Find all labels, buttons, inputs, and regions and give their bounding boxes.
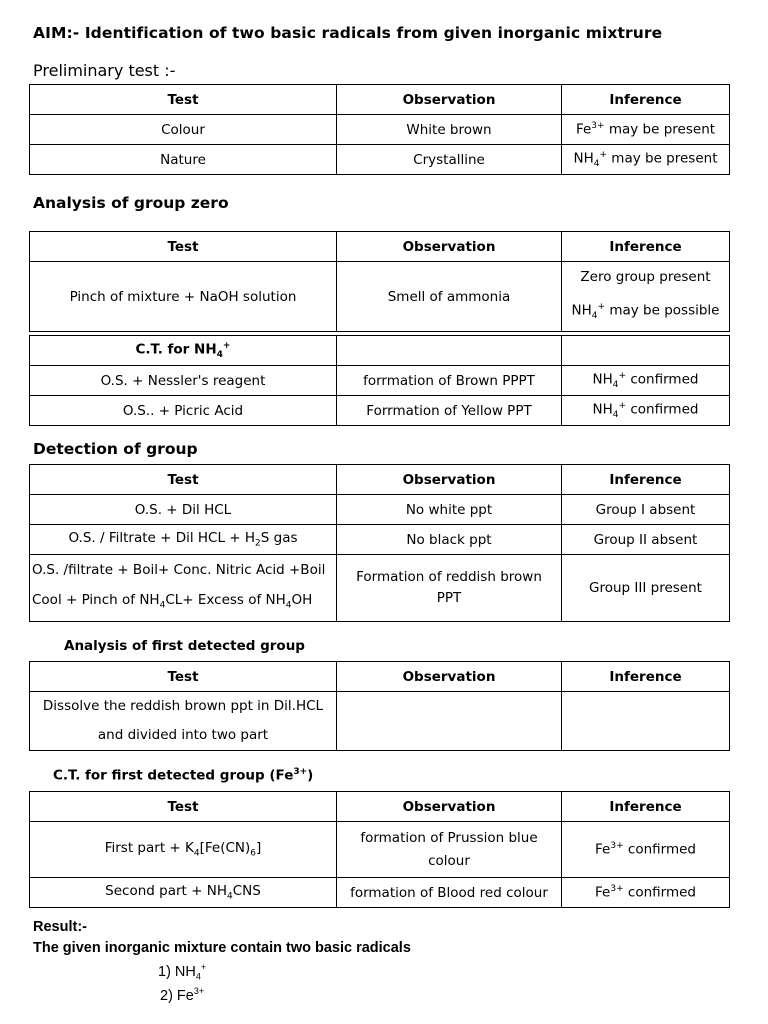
charge: + [597,302,606,312]
header-observation: Observation [337,85,562,115]
table-header-row [30,662,730,692]
subscript: 2 [255,538,261,549]
charge: 3+ [610,884,624,895]
preliminary-title: Preliminary test :- [33,61,176,80]
inference-cell [562,878,730,908]
table-header-row [30,85,730,115]
subscript: 4 [159,600,166,611]
subscript: 6 [250,848,256,859]
charge: + [599,149,608,160]
test-text: ] [256,840,262,857]
subscript: 4 [591,311,598,322]
table-row [30,555,730,622]
title-text: ) [307,767,314,784]
subscript: 4 [226,891,233,902]
empty-cell [562,336,730,366]
test-cell [30,555,337,622]
table-row [30,115,730,145]
charge: + [618,370,627,381]
table-header-row [30,232,730,262]
header-observation: Observation [337,232,562,262]
ct-first-title [53,767,313,784]
observation-line: colour [428,852,470,869]
test-cell: Pinch of mixture + NaOH solution [30,262,337,332]
table-row [30,145,730,175]
inference-text: may be possible [605,302,720,319]
subscript: 4 [612,380,619,391]
group-zero-table [29,231,730,332]
test-text: [Fe(CN) [199,840,251,857]
ct-first-table [29,791,730,908]
test-cell: Nature [30,145,337,175]
detection-title: Detection of group [33,440,198,458]
ion: Fe [595,884,611,901]
subscript: 4 [193,848,200,859]
result-text: 2) Fe [160,987,194,1004]
preliminary-table [29,84,730,175]
charge: + [618,400,627,411]
first-group-title: Analysis of first detected group [64,638,305,654]
observation-cell [337,822,562,878]
ion: Fe [575,121,592,138]
inference-cell [562,145,730,175]
header-test: Test [30,662,337,692]
inference-text: confirmed [623,884,696,901]
test-cell [30,822,337,878]
charge: 3+ [591,121,605,132]
test-text: OH [291,592,313,608]
header-test: Test [30,792,337,822]
table-row [30,366,730,396]
observation-cell: No black ppt [337,525,562,555]
test-text: O.S. / Filtrate + Dil HCL + H [68,530,256,547]
table-row [30,396,730,426]
result-label: Result:- [33,919,87,935]
inference-cell: Group I absent [562,495,730,525]
header-test: Test [30,85,337,115]
table-row [30,822,730,878]
ion: NH [571,302,592,319]
inference-cell [562,262,730,332]
observation-cell: formation of Blood red colour [337,878,562,908]
header-inference: Inference [562,85,730,115]
inference-cell [562,396,730,426]
inference-text: may be present [604,121,716,138]
subscript: 4 [285,600,292,611]
ct-nh4-table [29,335,730,426]
header-inference: Inference [562,662,730,692]
table-row [30,525,730,555]
subscript: 4 [593,159,600,170]
observation-cell: Crystalline [337,145,562,175]
group-zero-title: Analysis of group zero [33,194,229,212]
table-row [30,878,730,908]
charge: 3+ [610,841,624,852]
ion: NH [573,150,594,167]
aim-heading: AIM:- Identification of two basic radicals from given inorganic mixtrure [33,24,663,42]
observation-line: formation of Prussion blue [360,829,538,846]
header-test: Test [30,465,337,495]
table-header-row [30,465,730,495]
result-statement: The given inorganic mixture contain two basic radicals [33,940,411,956]
title-text: C.T. for NH [135,341,217,358]
table-row [30,495,730,525]
test-text: Cool + Pinch of NH [32,592,160,608]
inference-cell: Group III present [562,555,730,622]
empty-cell [337,336,562,366]
test-cell: O.S. + Dil HCL [30,495,337,525]
charge: 3+ [293,767,308,777]
inference-cell [562,692,730,751]
inference-text: may be present [607,150,718,167]
observation-cell: Smell of ammonia [337,262,562,332]
table-row [30,692,730,751]
inference-text: confirmed [623,841,696,858]
test-cell [30,878,337,908]
ct-nh4-title [30,336,337,366]
header-observation: Observation [337,465,562,495]
header-observation: Observation [337,792,562,822]
inference-text: confirmed [626,371,699,388]
result-text: 1) NH [158,963,196,980]
test-text: CL+ Excess of NH [165,592,286,608]
test-cell [30,692,337,751]
charge: + [200,962,207,972]
test-cell: O.S.. + Picric Acid [30,396,337,426]
title-text: C.T. for first detected group (Fe [53,767,294,784]
test-line [32,585,334,621]
result-item-2 [160,986,204,1004]
observation-line: Formation of reddish brown [356,568,542,585]
subscript: 4 [216,350,223,361]
header-test: Test [30,232,337,262]
result-item-1 [158,962,206,982]
observation-cell [337,555,562,622]
first-group-table [29,661,730,751]
ion: NH [592,371,613,388]
observation-cell: No white ppt [337,495,562,525]
table-header-row [30,792,730,822]
test-cell: Colour [30,115,337,145]
inference-cell [562,366,730,396]
test-cell: O.S. + Nessler's reagent [30,366,337,396]
charge: 3+ [193,986,205,996]
charge: + [222,340,231,351]
test-text: First part + K [104,840,194,857]
test-text: S gas [260,530,298,547]
test-text: CNS [232,883,261,900]
inference-text: confirmed [626,401,699,418]
test-cell [30,525,337,555]
observation-cell [337,692,562,751]
observation-cell: forrmation of Brown PPPT [337,366,562,396]
inference-cell [562,822,730,878]
header-observation: Observation [337,662,562,692]
test-line: and divided into two part [97,727,269,743]
header-inference: Inference [562,792,730,822]
inference-line: Zero group present [580,269,711,285]
observation-cell: White brown [337,115,562,145]
subscript: 4 [612,410,619,421]
ion: NH [592,401,613,418]
observation-line: PPT [436,589,462,606]
header-inference: Inference [562,232,730,262]
table-row [30,262,730,332]
table-header-row [30,336,730,366]
ion: Fe [595,841,611,858]
detection-table [29,464,730,622]
inference-cell: Group II absent [562,525,730,555]
inference-line [564,292,727,331]
observation-cell: Forrmation of Yellow PPT [337,396,562,426]
subscript: 4 [195,971,201,982]
test-line: O.S. /filtrate + Boil+ Conc. Nitric Acid +Boil [32,562,326,578]
header-inference: Inference [562,465,730,495]
inference-cell [562,115,730,145]
test-text: Second part + NH [105,883,227,900]
test-line: Dissolve the reddish brown ppt in Dil.HCL [42,698,324,714]
